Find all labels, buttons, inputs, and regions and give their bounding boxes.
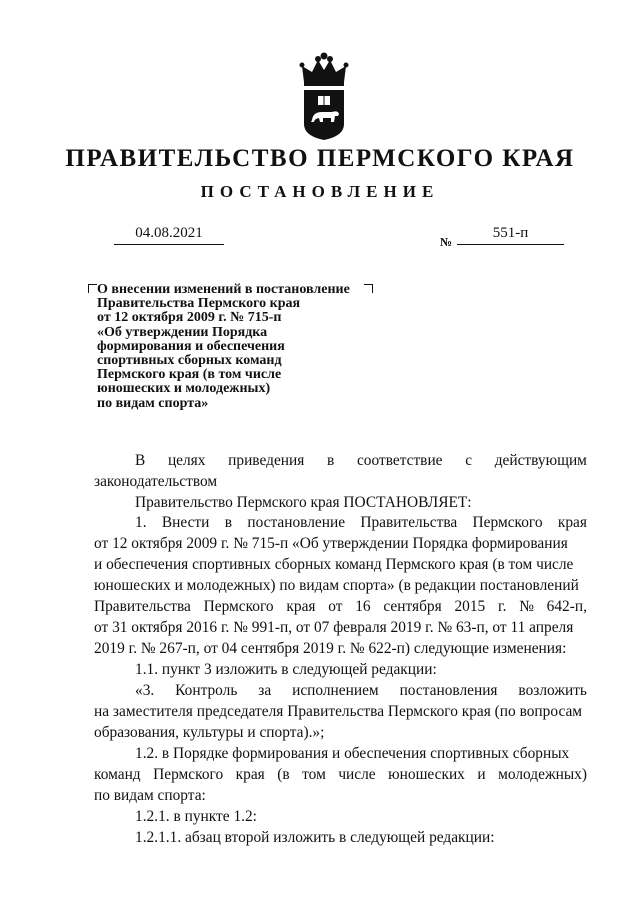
body-line: 2019 г. № 267-п, от 04 сентября 2019 г. № 622-п) следующие изменения: xyxy=(94,640,567,657)
body-word: исполнением xyxy=(292,682,379,699)
body-word: приведения xyxy=(228,452,305,469)
body-line: и обеспечения спортивных сборных команд Пермского края (в том числе xyxy=(94,556,574,573)
body-word: сентября xyxy=(383,598,442,615)
body-line: от 31 октября 2016 г. № 991-п, от 07 февраля 2019 г. № 63-п, от 11 апреля xyxy=(94,619,574,636)
body-word: Пермского xyxy=(472,514,543,531)
body-word: постановления xyxy=(399,682,498,699)
body-line: 1.2.1. в пункте 1.2: xyxy=(135,808,257,825)
subject-line: Правительства Пермского края xyxy=(97,296,301,312)
body-word: целях xyxy=(167,452,206,469)
body-word: постановление xyxy=(247,514,346,531)
document-number: 551-п xyxy=(492,225,529,241)
body-word: Правительства xyxy=(360,514,458,531)
number-field xyxy=(440,225,564,249)
body-word: Пермского xyxy=(153,766,224,783)
body-line xyxy=(94,598,587,616)
body-word: «3. xyxy=(135,682,155,699)
body-line: по видам спорта: xyxy=(94,787,206,804)
subject-corner-left xyxy=(88,284,97,293)
body-line: образования, культуры и спорта).»; xyxy=(94,724,325,741)
body-word: в xyxy=(327,452,335,469)
body-word: 16 xyxy=(355,598,371,615)
body-word: возложить xyxy=(518,682,587,699)
body-word: Контроль xyxy=(175,682,238,699)
document-type: ПОСТАНОВЛЕНИЕ xyxy=(200,182,440,201)
subject-line: от 12 октября 2009 г. № 715-п xyxy=(97,310,282,326)
body-word: № xyxy=(519,598,534,615)
subject-line: формирования и обеспечения xyxy=(97,338,285,354)
body-line: Правительство Пермского края ПОСТАНОВЛЯЕТ: xyxy=(135,494,472,511)
body-word: г. xyxy=(498,598,507,615)
body-word: молодежных) xyxy=(498,766,587,783)
body-word: 1. xyxy=(135,514,147,531)
body-line: от 12 октября 2009 г. № 715-п «Об утверждении Порядка формирования xyxy=(94,535,568,552)
date-field xyxy=(114,225,224,245)
number-underline xyxy=(457,244,564,245)
body-line: 1.2. в Порядке формирования и обеспечения спортивных сборных xyxy=(135,745,570,762)
body-word: действующим xyxy=(494,452,587,469)
government-title: ПРАВИТЕЛЬСТВО ПЕРМСКОГО КРАЯ xyxy=(65,145,575,172)
body-word: от xyxy=(328,598,343,615)
body-line xyxy=(135,452,587,470)
number-sign: № xyxy=(440,235,453,249)
subject-line: юношеских и молодежных) xyxy=(97,381,271,397)
body-word: и xyxy=(477,766,486,783)
document-date: 04.08.2021 xyxy=(135,225,203,241)
body-line xyxy=(135,682,587,700)
body-word: Правительства xyxy=(94,598,191,615)
body-word: том xyxy=(302,766,326,783)
body-word: края xyxy=(235,766,265,783)
body-word: соответствие xyxy=(356,452,443,469)
body-word: 642-п, xyxy=(546,598,587,615)
body-word: с xyxy=(465,452,473,469)
subject-line: «Об утверждении Порядка xyxy=(97,324,268,340)
body-word: Пермского xyxy=(203,598,274,615)
body-word: за xyxy=(258,682,272,699)
body-line: законодательством xyxy=(94,473,218,490)
subject-line: по видам спорта» xyxy=(97,395,209,411)
body-word: Внести xyxy=(161,514,210,531)
body-word: юношеских xyxy=(388,766,465,783)
date-underline xyxy=(114,244,224,245)
coat-of-arms-emblem xyxy=(292,52,356,142)
body-word: В xyxy=(135,452,146,469)
body-word: 2015 xyxy=(454,598,486,615)
subject-heading xyxy=(97,283,387,411)
subject-line: спортивных сборных команд xyxy=(97,353,282,369)
body-line xyxy=(135,514,587,532)
body-line xyxy=(94,766,587,784)
body-word: (в xyxy=(277,766,290,783)
body-word: края xyxy=(286,598,316,615)
body-word: числе xyxy=(338,766,376,783)
body-line: на заместителя председателя Правительства Пермского края (по вопросам xyxy=(94,703,583,720)
body-word: в xyxy=(224,514,232,531)
body-line: 1.2.1.1. абзац второй изложить в следующей редакции: xyxy=(135,829,495,846)
subject-line: Пермского края (в том числе xyxy=(97,367,282,383)
body-line: 1.1. пункт 3 изложить в следующей редакции: xyxy=(135,661,437,678)
body-word: команд xyxy=(94,766,141,783)
subject-line: О внесении изменений в постановление xyxy=(97,282,350,297)
body-line: юношеских и молодежных) по видам спорта» (в редакции постановлений xyxy=(94,577,579,594)
body-word: края xyxy=(557,514,587,531)
